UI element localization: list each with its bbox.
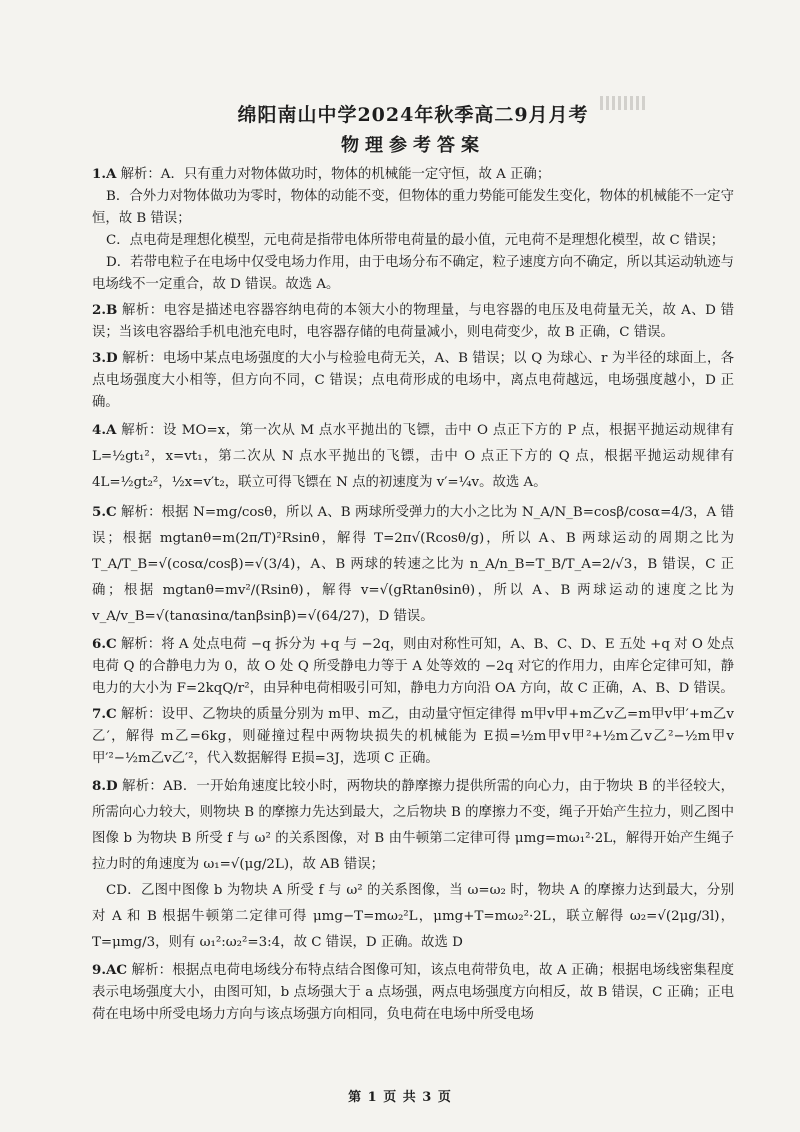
answer-text: 解析：AB．一开始角速度比较小时，两物块的静摩擦力提供所需的向心力，由于物块 B 的半径较大，所需向心力较大，则物块 B 的摩擦力先达到最大，之后物块 B 的摩擦力不变，绳子开始产生拉力，则乙图中图像 b 为物块 B 所受 f 与 ω² 的关系图像，对 B 由牛顿第二定律可得 μmg=mω₁²·2L，解得开始产生绳子拉力时的角速度为 ω₁=√(μg/2L)，故 AB 错误；	[92, 779, 734, 872]
page-title: 绵阳南山中学2024年秋季高二9月月考	[237, 104, 589, 126]
answer-text: CD．乙图中图像 b 为物块 A 所受 f 与 ω² 的关系图像，当 ω=ω₂ 时，物块 A 的摩擦力达到最大，分别对 A 和 B 根据牛顿第二定律可得 μmg−T=mω₂²L，μmg+T=mω₂²·2L，联立解得 ω₂=√(2μg/3l)，T=μmg/3，则有 ω₁²:ω₂²=3:4，故 C 错误，D 正确。故选 D	[92, 883, 734, 950]
answer-paragraph	[92, 703, 734, 770]
answer-item	[92, 959, 734, 1026]
answer-paragraph	[92, 773, 734, 878]
answer-label: 4.A	[92, 422, 117, 438]
answer-text: 解析：设甲、乙物块的质量分别为 m甲、m乙，由动量守恒定律得 m甲v甲+m乙v乙=m甲v甲′+m乙v乙′，解得 m乙=6kg，则碰撞过程中两物块损失的机械能为 E损=½m甲v甲²+½m乙v乙²−½m甲v甲′²−½m乙v乙′²，代入数据解得 E损=3J，选项 C 正确。	[92, 707, 734, 766]
answer-text: 解析：电容是描述电容器容纳电荷的本领大小的物理量，与电容器的电压及电荷量无关，故 A、D 错误；当该电容器给手机电池充电时，电容器存储的电荷量减小，则电荷变少，故 B 正确，C 错误。	[92, 303, 734, 340]
answer-paragraph	[92, 499, 734, 630]
answer-text: C．点电荷是理想化模型，元电荷是指带电体所带电荷量的最小值，元电荷不是理想化模型，故 C 错误；	[106, 233, 725, 248]
answer-paragraph	[92, 633, 734, 700]
answer-item	[92, 633, 734, 700]
answer-paragraph	[92, 347, 734, 414]
scan-mark	[600, 96, 648, 110]
answer-item	[92, 347, 734, 414]
answer-text: B．合外力对物体做功为零时，物体的动能不变，但物体的重力势能可能发生变化，物体的机械能不一定守恒，故 B 错误；	[92, 189, 734, 226]
answer-text: 解析：电场中某点电场强度的大小与检验电荷无关，A、B 错误；以 Q 为球心、r 为半径的球面上，各点电场强度大小相等，但方向不同，C 错误；点电荷形成的电场中，离点电荷越远，电场强度越小，D 正确。	[92, 351, 734, 410]
answer-label: 8.D	[92, 778, 118, 794]
answer-item	[92, 499, 734, 630]
answer-label: 2.B	[92, 302, 118, 318]
answer-paragraph	[92, 299, 734, 344]
answer-paragraph	[92, 959, 734, 1026]
answer-paragraph	[92, 417, 734, 496]
answer-label: 6.C	[92, 636, 117, 652]
answer-text: 解析：A．只有重力对物体做功时，物体的机械能一定守恒，故 A 正确；	[120, 167, 551, 182]
answer-paragraph	[92, 230, 734, 252]
answer-text: D．若带电粒子在电场中仅受电场力作用，由于电场分布不确定，粒子速度方向不确定，所以其运动轨迹与电场线不一定重合，故 D 错误。故选 A。	[92, 255, 734, 292]
answer-text: 解析：根据点电荷电场线分布特点结合图像可知，该点电荷带负电，故 A 正确；根据电场线密集程度表示电场强度大小，由图可知，b 点场强大于 a 点场强，两点电场强度方向相反，故 B 错误，C 正确；正电荷在电场中所受电场力方向与该点场强方向相同，负电荷在电场中所受电场	[92, 963, 734, 1022]
answer-text: 解析：根据 N=mg/cosθ，所以 A、B 两球所受弹力的大小之比为 N_A/N_B=cosβ/cosα=4/3，A 错误；根据 mgtanθ=m(2π/T)²Rsinθ，解得 T=2π√(Rcosθ/g)，所以 A、B 两球运动的周期之比为 T_A/T_B=√(cosα/cosβ)=√(3/4)，A、B 两球的转速之比为 n_A/n_B=T_B/T_A=2/√3，B 错误，C 正确；根据 mgtanθ=mv²/(Rsinθ)，解得 v=√(gRtanθsinθ)，所以 A、B 两球运动的速度之比为 v_A/v_B=√(tanαsinα/tanβsinβ)=√(64/27)，D 错误。	[92, 505, 734, 624]
answer-label: 3.D	[92, 350, 118, 366]
answer-paragraph	[92, 186, 734, 230]
answer-label: 7.C	[92, 706, 117, 722]
answer-text: 解析：设 MO=x，第一次从 M 点水平抛出的飞镖，击中 O 点正下方的 P 点，根据平抛运动规律有 L=½gt₁²，x=vt₁，第二次从 N 点水平抛出的飞镖，击中 O 点正下方的 Q 点，根据平抛运动规律有 4L=½gt₂²，½x=v′t₂，联立可得飞镖在 N 点的初速度为 v′=¼v。故选 A。	[92, 423, 734, 490]
answer-list	[92, 163, 734, 1026]
answer-paragraph	[92, 163, 734, 186]
answer-item	[92, 163, 734, 296]
answer-item	[92, 417, 734, 496]
answer-label: 9.AC	[92, 962, 128, 978]
answer-item	[92, 703, 734, 770]
answer-paragraph	[92, 252, 734, 296]
answer-label: 1.A	[92, 166, 117, 182]
answer-paragraph	[92, 878, 734, 956]
answer-item	[92, 773, 734, 956]
answer-text: 解析：将 A 处点电荷 −q 拆分为 +q 与 −2q，则由对称性可知，A、B、C、D、E 五处 +q 对 O 处点电荷 Q 的合静电力为 0，故 O 处 Q 所受静电力等于 A 处等效的 −2q 对它的作用力，由库仑定律可知，静电力的大小为 F=2kqQ/r²，由异种电荷相吸引可知，静电力方向沿 OA 方向，故 C 正确，A、B、D 错误。	[92, 637, 734, 696]
answer-label: 5.C	[92, 504, 117, 520]
page-number: 第 1 页 共 3 页	[348, 1090, 452, 1105]
answer-item	[92, 299, 734, 344]
page-subtitle: 物理参考答案	[341, 135, 485, 156]
